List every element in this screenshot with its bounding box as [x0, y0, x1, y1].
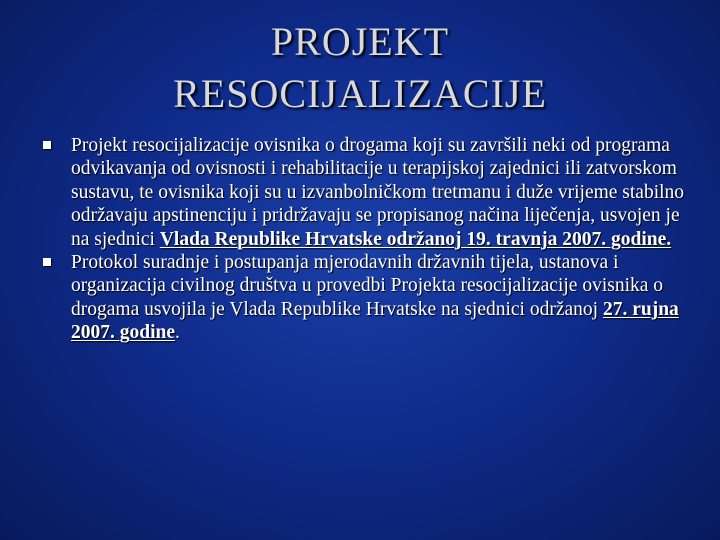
title-line-1: PROJEKT	[270, 19, 450, 64]
bullet-text: Protokol suradnje i postupanja mjerodavnih državnih tijela, ustanova i organizacija civilnog društva u provedbi Projekta resocijalizacije ovisnika o drogama usvojila je Vlada Republike Hrvatske na sjednici održanoj	[71, 252, 664, 320]
bullet-item-project	[40, 134, 690, 251]
bullet-list	[40, 134, 690, 345]
bullet-trailing-text: .	[175, 322, 180, 344]
slide-title	[0, 16, 720, 120]
bullet-item-protocol	[40, 251, 690, 345]
bullet-text: Projekt resocijalizacije ovisnika o drogama koji su završili neki od programa odvikavanja od ovisnosti i rehabilitacije u terapijskoj zajednici ili zatvorskom sustavu, te ovisnika koji su u izvanbolničkom tretmanu i duže vrijeme stabilno održavaju apstinenciju i pridržavaju se propisanog načina liječenja, usvojen je na sjednici	[71, 135, 685, 250]
bullet-link-date[interactable]: 27. rujna 2007. godine	[71, 298, 679, 344]
title-line-2: RESOCIJALIZACIJE	[173, 71, 547, 116]
bullet-link-government-session[interactable]: Vlada Republike Hrvatske održanoj 19. travnja 2007. godine.	[159, 228, 672, 250]
square-bullet-icon	[43, 258, 51, 266]
square-bullet-icon	[43, 141, 51, 149]
